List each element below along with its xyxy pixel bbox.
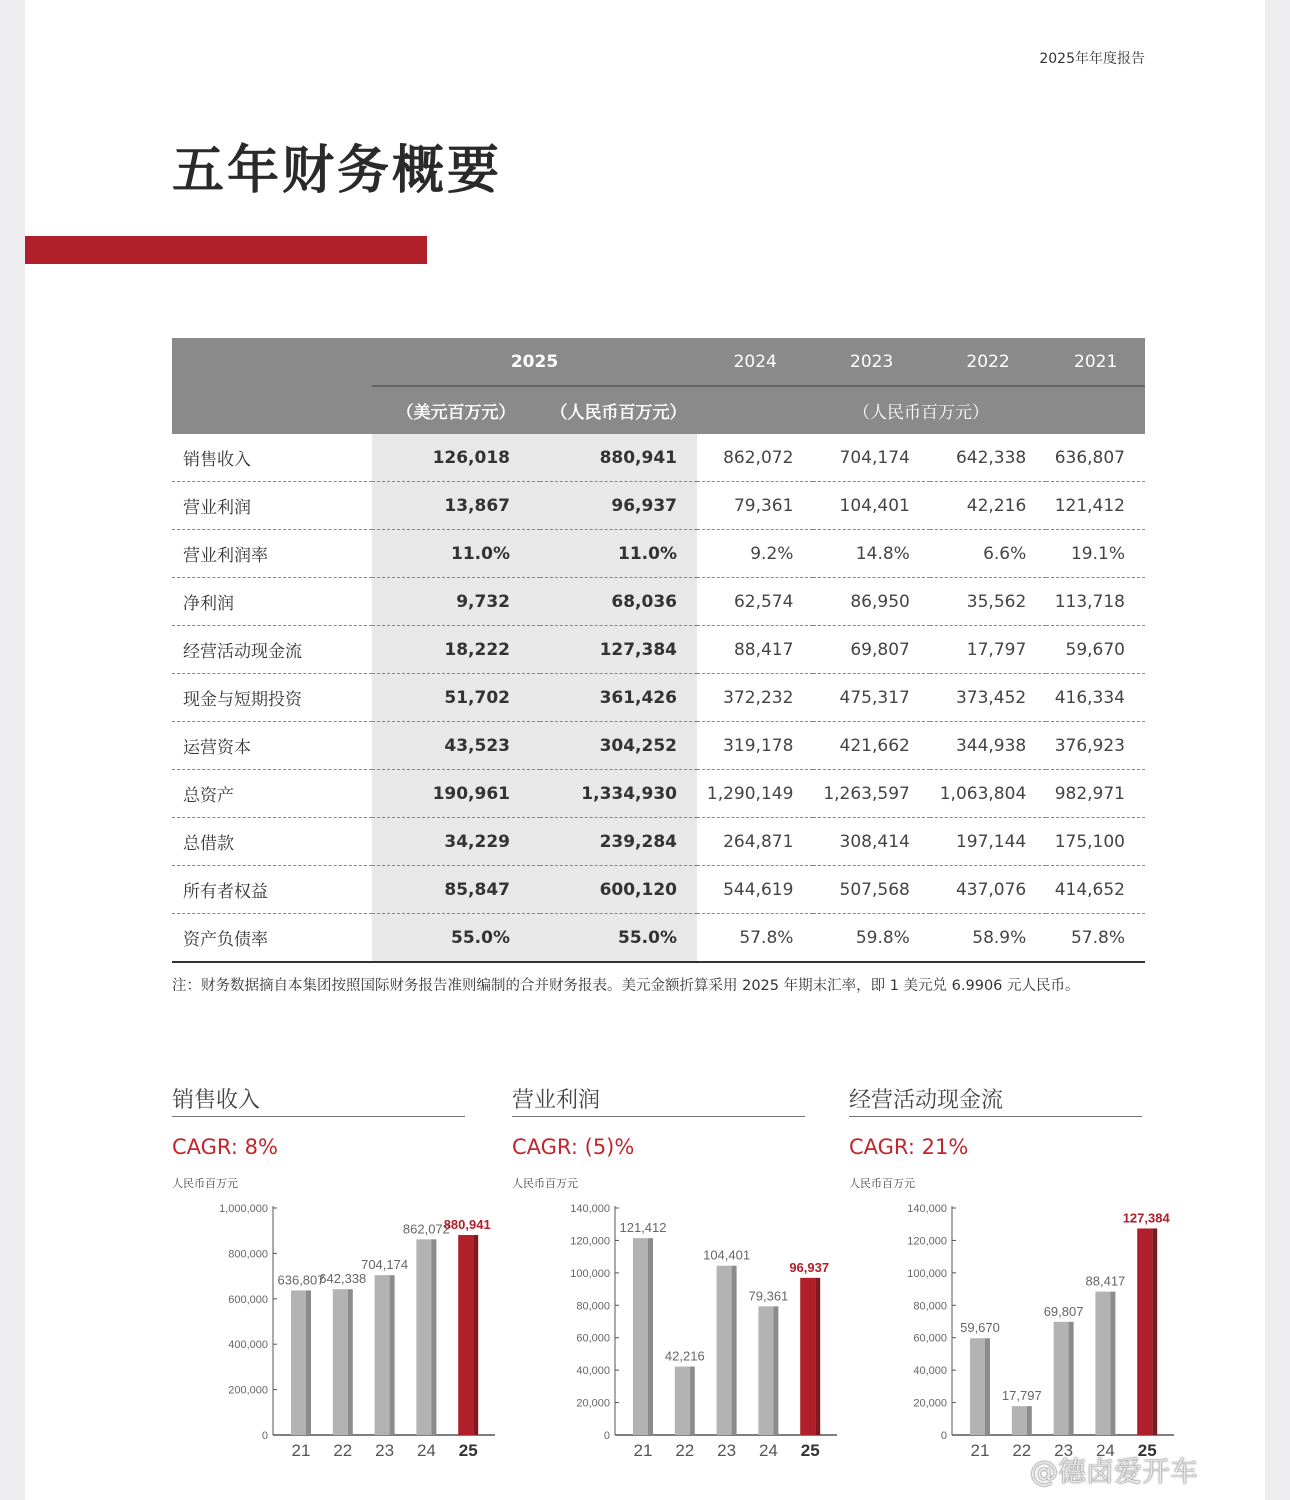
bar-shade <box>1110 1292 1115 1435</box>
cell-usd: 85,847 <box>372 866 540 914</box>
cell-y2023: 704,174 <box>813 434 929 482</box>
chart-cagr: CAGR: 21% <box>849 1135 969 1159</box>
cell-y2023: 59.8% <box>813 914 929 963</box>
data-label: 642,338 <box>319 1271 367 1287</box>
bar-shade <box>1152 1228 1157 1435</box>
unit-usd: （美元百万元） <box>372 386 540 434</box>
cell-usd: 190,961 <box>372 770 540 818</box>
row-label: 总资产 <box>172 770 372 818</box>
bar-shade <box>431 1239 436 1435</box>
row-label: 运营资本 <box>172 722 372 770</box>
y-tick-label: 400,000 <box>228 1339 268 1352</box>
cell-y2024: 1,290,149 <box>697 770 813 818</box>
cell-y2024: 372,232 <box>697 674 813 722</box>
cell-y2022: 58.9% <box>930 914 1046 963</box>
cell-y2021: 59,670 <box>1046 626 1145 674</box>
cell-y2021: 376,923 <box>1046 722 1145 770</box>
footnote: 注：财务数据摘自本集团按照国际财务报告准则编制的合并财务报表。美元金额折算采用 2025 年期末汇率，即 1 美元兑 6.9906 元人民币。 <box>172 978 1080 994</box>
cell-rmb: 361,426 <box>540 674 697 722</box>
cell-y2021: 636,807 <box>1046 434 1145 482</box>
data-label: 104,401 <box>703 1247 751 1263</box>
report-page <box>25 0 1265 1500</box>
report-name: 2025年年度报告 <box>1039 51 1145 67</box>
bar-shade <box>690 1367 695 1435</box>
row-label: 资产负债率 <box>172 914 372 963</box>
cell-y2021: 175,100 <box>1046 818 1145 866</box>
x-tick-label: 24 <box>1095 1441 1115 1460</box>
header-2021: 2021 <box>1046 338 1145 386</box>
cell-y2024: 57.8% <box>697 914 813 963</box>
cell-usd: 126,018 <box>372 434 540 482</box>
cell-y2023: 69,807 <box>813 626 929 674</box>
data-label: 42,216 <box>664 1348 705 1364</box>
bar <box>675 1367 690 1435</box>
cell-usd: 18,222 <box>372 626 540 674</box>
y-tick-label: 120,000 <box>907 1235 947 1248</box>
cell-y2023: 475,317 <box>813 674 929 722</box>
y-tick-label: 40,000 <box>576 1365 610 1378</box>
bar-shade <box>473 1235 478 1435</box>
header-2024: 2024 <box>697 338 813 386</box>
y-tick-label: 600,000 <box>228 1293 268 1306</box>
row-label: 所有者权益 <box>172 866 372 914</box>
x-tick-label: 21 <box>633 1441 653 1460</box>
cell-y2022: 642,338 <box>930 434 1046 482</box>
table-row <box>172 578 1145 626</box>
bar <box>375 1275 390 1435</box>
bar <box>800 1278 815 1435</box>
cell-y2024: 264,871 <box>697 818 813 866</box>
data-label: 704,174 <box>361 1257 409 1273</box>
cell-y2024: 862,072 <box>697 434 813 482</box>
cell-y2021: 414,652 <box>1046 866 1145 914</box>
cell-usd: 13,867 <box>372 482 540 530</box>
x-tick-label: 22 <box>333 1441 353 1460</box>
table-row <box>172 818 1145 866</box>
cell-usd: 43,523 <box>372 722 540 770</box>
row-label: 现金与短期投资 <box>172 674 372 722</box>
row-label: 经营活动现金流 <box>172 626 372 674</box>
bar <box>1095 1292 1110 1435</box>
cell-rmb: 11.0% <box>540 530 697 578</box>
unit-rmb-prior: （人民币百万元） <box>697 386 1145 434</box>
data-label: 880,941 <box>443 1217 491 1233</box>
y-tick-label: 80,000 <box>576 1300 610 1313</box>
accent-bar <box>25 236 427 264</box>
cell-y2022: 197,144 <box>930 818 1046 866</box>
cell-y2023: 104,401 <box>813 482 929 530</box>
header-2023: 2023 <box>813 338 929 386</box>
cell-y2023: 14.8% <box>813 530 929 578</box>
row-label: 营业利润 <box>172 482 372 530</box>
table-row <box>172 482 1145 530</box>
cell-y2022: 17,797 <box>930 626 1046 674</box>
table-row <box>172 530 1145 578</box>
header-2022: 2022 <box>930 338 1046 386</box>
cell-y2023: 1,263,597 <box>813 770 929 818</box>
cell-usd: 34,229 <box>372 818 540 866</box>
x-tick-label: 22 <box>675 1441 695 1460</box>
table-header-units <box>172 386 1145 434</box>
bar-shade <box>306 1290 311 1435</box>
y-tick-label: 0 <box>940 1430 947 1442</box>
cell-y2022: 437,076 <box>930 866 1046 914</box>
x-tick-label: 24 <box>758 1441 778 1460</box>
row-label: 销售收入 <box>172 434 372 482</box>
cell-y2024: 88,417 <box>697 626 813 674</box>
x-tick-label: 22 <box>1012 1441 1032 1460</box>
y-tick-label: 100,000 <box>570 1267 610 1280</box>
y-tick-label: 100,000 <box>907 1267 947 1280</box>
bar <box>1054 1322 1069 1435</box>
data-label: 96,937 <box>789 1259 830 1275</box>
y-tick-label: 60,000 <box>913 1332 947 1345</box>
cell-y2021: 113,718 <box>1046 578 1145 626</box>
chart-title: 销售收入 <box>172 1083 465 1117</box>
data-label: 862,072 <box>402 1221 450 1237</box>
financial-summary-table <box>172 338 1145 963</box>
y-tick-label: 120,000 <box>570 1235 610 1248</box>
x-tick-label: 23 <box>375 1441 395 1460</box>
cell-y2022: 35,562 <box>930 578 1046 626</box>
table-header-years <box>172 338 1145 386</box>
cell-rmb: 55.0% <box>540 914 697 963</box>
bar <box>416 1239 431 1435</box>
chart-cagr: CAGR: 8% <box>172 1135 278 1159</box>
bar <box>717 1266 732 1435</box>
table-row <box>172 674 1145 722</box>
cell-usd: 51,702 <box>372 674 540 722</box>
header-blank <box>172 386 372 434</box>
y-tick-label: 60,000 <box>576 1332 610 1345</box>
x-tick-label: 25 <box>458 1441 478 1460</box>
cell-usd: 11.0% <box>372 530 540 578</box>
header-blank <box>172 338 372 386</box>
cell-y2024: 319,178 <box>697 722 813 770</box>
chart-unit: 人民币百万元 <box>512 1177 578 1190</box>
table-row <box>172 770 1145 818</box>
cell-rmb: 1,334,930 <box>540 770 697 818</box>
bar-shade <box>985 1338 990 1435</box>
x-tick-label: 21 <box>970 1441 990 1460</box>
y-tick-label: 800,000 <box>228 1248 268 1261</box>
chart-revenue <box>172 1080 491 1480</box>
bar <box>1137 1228 1152 1435</box>
cell-y2021: 121,412 <box>1046 482 1145 530</box>
bar-shade <box>732 1266 737 1435</box>
page-title: 五年财务概要 <box>172 141 503 201</box>
chart-title: 经营活动现金流 <box>849 1083 1142 1117</box>
table-row <box>172 626 1145 674</box>
table-row <box>172 434 1145 482</box>
chart-operating-cashflow <box>849 1080 1170 1480</box>
cell-y2023: 86,950 <box>813 578 929 626</box>
bar-shade <box>648 1238 653 1435</box>
cell-y2023: 308,414 <box>813 818 929 866</box>
bar-shade <box>1027 1406 1032 1435</box>
unit-rmb: （人民币百万元） <box>540 386 697 434</box>
data-label: 79,361 <box>748 1288 789 1304</box>
bar-shade <box>390 1275 395 1435</box>
data-label: 69,807 <box>1043 1303 1084 1319</box>
y-tick-label: 0 <box>603 1430 610 1442</box>
cell-rmb: 304,252 <box>540 722 697 770</box>
cell-y2023: 421,662 <box>813 722 929 770</box>
chart-cagr: CAGR: (5)% <box>512 1135 635 1159</box>
bar <box>333 1289 348 1435</box>
cell-y2024: 9.2% <box>697 530 813 578</box>
bar-shade <box>773 1306 778 1435</box>
y-tick-label: 20,000 <box>913 1397 947 1410</box>
y-tick-label: 140,000 <box>570 1203 610 1215</box>
x-tick-label: 21 <box>291 1441 311 1460</box>
cell-y2022: 42,216 <box>930 482 1046 530</box>
chart-title: 营业利润 <box>512 1083 805 1117</box>
bar-shade <box>1069 1322 1074 1435</box>
data-label: 88,417 <box>1085 1273 1126 1289</box>
data-label: 59,670 <box>960 1320 1000 1336</box>
table-row <box>172 722 1145 770</box>
cell-rmb: 96,937 <box>540 482 697 530</box>
x-tick-label: 23 <box>717 1441 737 1460</box>
y-tick-label: 0 <box>261 1430 268 1442</box>
x-tick-label: 25 <box>1137 1441 1157 1460</box>
cell-y2023: 507,568 <box>813 866 929 914</box>
row-label: 营业利润率 <box>172 530 372 578</box>
x-tick-label: 23 <box>1054 1441 1074 1460</box>
row-label: 总借款 <box>172 818 372 866</box>
y-tick-label: 200,000 <box>228 1384 268 1397</box>
cell-y2021: 416,334 <box>1046 674 1145 722</box>
x-tick-label: 25 <box>800 1441 820 1460</box>
y-tick-label: 20,000 <box>576 1397 610 1410</box>
cell-rmb: 600,120 <box>540 866 697 914</box>
bar <box>1012 1406 1027 1435</box>
bar <box>458 1235 473 1435</box>
table-row <box>172 914 1145 963</box>
data-label: 636,807 <box>277 1272 325 1288</box>
cell-y2022: 344,938 <box>930 722 1046 770</box>
cell-y2021: 982,971 <box>1046 770 1145 818</box>
cell-y2024: 79,361 <box>697 482 813 530</box>
data-label: 121,412 <box>619 1220 667 1236</box>
cell-usd: 55.0% <box>372 914 540 963</box>
cell-rmb: 239,284 <box>540 818 697 866</box>
bar <box>633 1238 648 1435</box>
cell-y2024: 544,619 <box>697 866 813 914</box>
cell-rmb: 880,941 <box>540 434 697 482</box>
chart-unit: 人民币百万元 <box>172 1177 238 1190</box>
y-tick-label: 1,000,000 <box>219 1203 268 1215</box>
bar <box>291 1290 306 1435</box>
cell-rmb: 68,036 <box>540 578 697 626</box>
data-label: 127,384 <box>1122 1210 1170 1226</box>
table-row <box>172 866 1145 914</box>
header-2025: 2025 <box>372 338 697 386</box>
cell-usd: 9,732 <box>372 578 540 626</box>
data-label: 17,797 <box>1001 1388 1042 1404</box>
x-tick-label: 24 <box>416 1441 436 1460</box>
y-tick-label: 40,000 <box>913 1365 947 1378</box>
chart-unit: 人民币百万元 <box>849 1177 915 1190</box>
cell-y2022: 6.6% <box>930 530 1046 578</box>
watermark: @德卤爱开车 <box>1030 1455 1199 1488</box>
bar <box>758 1306 773 1435</box>
cell-y2021: 57.8% <box>1046 914 1145 963</box>
bar <box>970 1338 985 1435</box>
cell-y2021: 19.1% <box>1046 530 1145 578</box>
cell-y2024: 62,574 <box>697 578 813 626</box>
y-tick-label: 140,000 <box>907 1203 947 1215</box>
cell-rmb: 127,384 <box>540 626 697 674</box>
chart-operating-profit <box>512 1080 830 1480</box>
y-tick-label: 80,000 <box>913 1300 947 1313</box>
cell-y2022: 1,063,804 <box>930 770 1046 818</box>
bar-shade <box>815 1278 820 1435</box>
bar-shade <box>348 1289 353 1435</box>
row-label: 净利润 <box>172 578 372 626</box>
cell-y2022: 373,452 <box>930 674 1046 722</box>
